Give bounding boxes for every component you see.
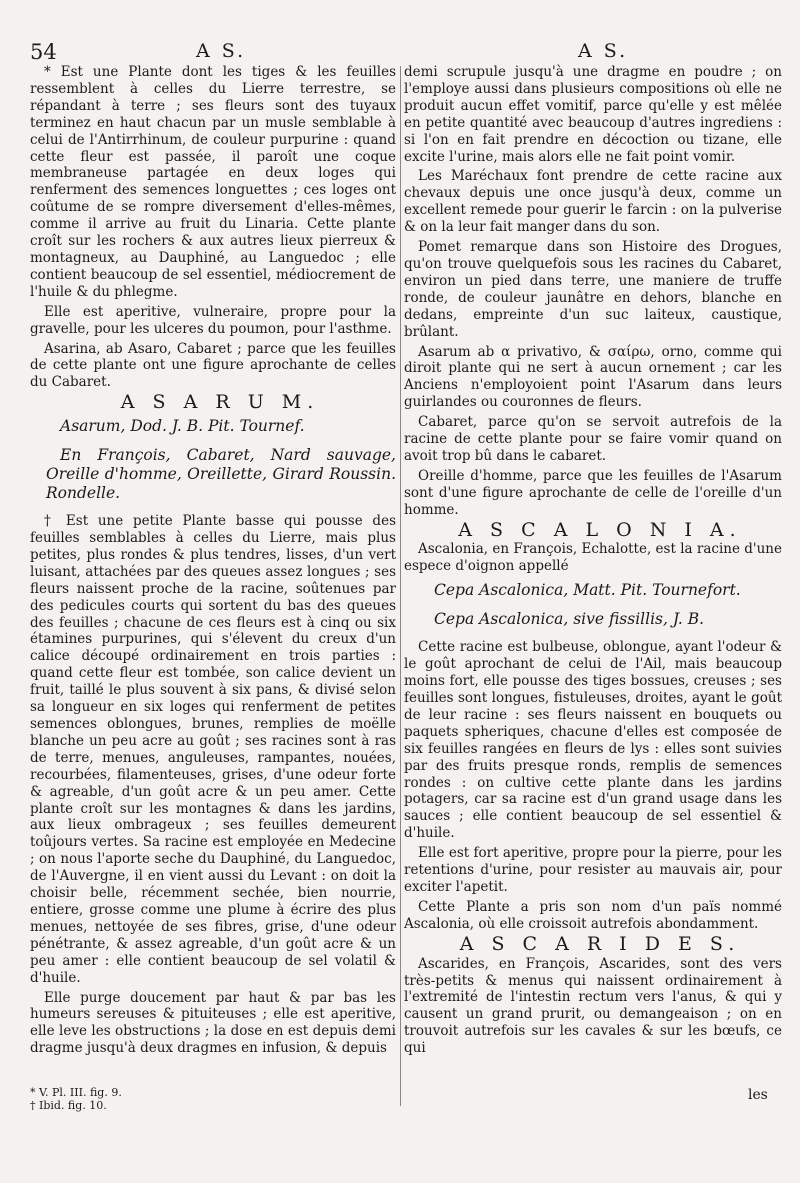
paragraph: Asarum ab α privativo, & σαίρω, orno, comme qui diroit plante qui ne sert à aucun ornement ; car les Anciens n'employoient point l'Asarum dans leurs guirlandes ou couronnes de fleurs. bbox=[404, 343, 782, 411]
synonym-line: Asarum, Dod. J. B. Pit. Tournef. bbox=[60, 417, 305, 436]
paragraph: * Est une Plante dont les tiges & les feuilles ressemblent à celles du Lierre terrestre, se répandant à terre ; ses fleurs sont des tuyaux terminez en haut chacun par un musle semblable à celui de l'Antirrhinum, de couleur purpurine : quand cette fleur est passée, il paroît une coque membraneuse partagée en deux loges qui renferment des semences longuettes ; ces loges ont coûtume de se rompre diversement d'elles-mêmes, comme il arrive au fruit du Linaria. Cette plante croît sur les rochers & aux autres lieux pierreux & montagneux, au Dauphiné, au Languedoc ; elle contient beaucoup de sel essentiel, médiocrement de l'huile & du phlegme. bbox=[30, 64, 396, 300]
entry-heading-asarum: A S A R U M. bbox=[120, 391, 320, 414]
footnotes bbox=[30, 1086, 122, 1112]
paragraph: demi scrupule jusqu'à une dragme en poudre ; on l'employe aussi dans plusieurs compositions où elle ne produit aucun effet vomitif, parce qu'elle y est mêlée en petite quantité avec beaucoup d'autres ingrediens : si l'on en fait prendre en décoction ou tizane, elle excite l'urine, mais alors elle ne fait point vomir. bbox=[404, 64, 782, 165]
synonym-line: Cepa Ascalonica, sive fissillis, J. B. bbox=[434, 610, 705, 629]
column-divider bbox=[400, 66, 401, 1106]
page-number: 54 bbox=[30, 40, 57, 64]
footnote: * V. Pl. III. fig. 9. bbox=[30, 1086, 122, 1099]
paragraph: Elle purge doucement par haut & par bas les humeurs sereuses & pituiteuses ; elle est aperitive, elle leve les obstructions ; la dose en est depuis demi dragme jusqu'à deux dragmes en infusion, & depuis bbox=[30, 989, 396, 1057]
right-column bbox=[404, 64, 782, 1060]
paragraph: Pomet remarque dans son Histoire des Drogues, qu'on trouve quelquefois sous les racines du Cabaret, environ un pied dans terre, une maniere de truffe ronde, de couleur jaunâtre en dehors, blanche en dedans, empreinte d'un suc laiteux, caustique, brûlant. bbox=[404, 239, 782, 340]
synonym-line: Cepa Ascalonica, Matt. Pit. Tournefort. bbox=[434, 581, 741, 600]
entry-heading-ascarides: A S C A R I D E S. bbox=[459, 932, 741, 955]
paragraph: Ascalonia, en François, Echalotte, est la racine d'une espece d'oignon appellé bbox=[404, 541, 782, 575]
paragraph: Cette Plante a pris son nom d'un païs nommé Ascalonia, où elle croissoit autrefois abondamment. bbox=[404, 898, 782, 932]
paragraph: Oreille d'homme, parce que les feuilles de l'Asarum sont d'une figure aprochante de celle de l'oreille d'un homme. bbox=[404, 467, 782, 518]
paragraph: Ascarides, en François, Ascarides, sont des vers très-petits & menus qui naissent ordinairement à l'extremité de l'intestin rectum vers l'anus, & qui y causent un grand prurit, ou demangeaison ; on en trouvoit autrefois sur les cavales & sur les bœufs, ce qui bbox=[404, 955, 782, 1057]
footnote: † Ibid. fig. 10. bbox=[30, 1099, 107, 1112]
catchword: les bbox=[748, 1087, 768, 1103]
paragraph: Elle est aperitive, vulneraire, propre pour la gravelle, pour les ulceres du poumon, pour l'asthme. bbox=[30, 303, 396, 337]
left-running-head: A S. bbox=[196, 40, 247, 62]
paragraph: Asarina, ab Asaro, Cabaret ; parce que les feuilles de cette plante ont une figure aprochante de celles du Cabaret. bbox=[30, 340, 396, 391]
paragraph: Les Maréchaux font prendre de cette racine aux chevaux depuis une once jusqu'à deux, comme un excellent remede pour guerir le farcin : on la pulverise & on la leur fait manger dans du son. bbox=[404, 168, 782, 236]
paragraph: Cette racine est bulbeuse, oblongue, ayant l'odeur & le goût aprochant de celui de l'Ail, mais beaucoup moins fort, elle pousse des tiges bossues, creuses ; ses feuilles sont longues, fistuleuses, droites, ayant le goût de leur racine : ses fleurs naissent en bouquets ou paquets spheriques, chacune d'elles est composée de six feuilles rangées en fleurs de lys : elles sont suivies par des fruits presque ronds, remplis de semences rondes : on cultive cette plante dans les jardins potagers, car sa racine est d'un grand usage dans les sauces ; elle contient beaucoup de sel essentiel & d'huile. bbox=[404, 639, 782, 842]
french-names: En François, Cabaret, Nard sauvage, Oreille d'homme, Oreillette, Girard Roussin. Rondelle. bbox=[46, 446, 396, 503]
paragraph: Elle est fort aperitive, propre pour la pierre, pour les retentions d'urine, pour resister au mauvais air, pour exciter l'apetit. bbox=[404, 845, 782, 895]
entry-heading-ascalonia: A S C A L O N I A. bbox=[458, 518, 742, 541]
right-running-head: A S. bbox=[578, 40, 629, 62]
left-column bbox=[30, 64, 396, 1060]
paragraph: † Est une petite Plante basse qui pousse des feuilles semblables à celles du Lierre, mais plus petites, plus rondes & plus tendres, lisses, d'un vert luisant, attachées par des queues assez longues ; ses fleurs naissent proche de la racine, soûtenues par des pedicules courts qui sortent du bas des queues des feuilles ; chacune de ces fleurs est à cinq ou six étamines purpurines, qui s'élevent du creux d'un calice découpé ordinairement en trois parties : quand cette fleur est tombée, son calice devient un fruit, taillé le plus souvent à six pans, & divisé selon sa longueur en six loges qui renferment de petites semences oblongues, brunes, remplies de moëlle blanche un peu acre au goût ; ses racines sont à ras de terre, menues, anguleuses, rampantes, nouées, recourbées, filamenteuses, grises, d'une odeur forte & agreable, d'un goût acre & un peu amer. Cette plante croît sur les montagnes & dans les jardins, aux lieux ombrageux ; ses feuilles demeurent toûjours vertes. Sa racine est employée en Medecine ; on nous l'aporte seche du Dauphiné, du Languedoc, de l'Auvergne, il en vient aussi du Levant : on doit la choisir belle, récemment sechée, bien nourrie, entiere, grosse comme une plume à écrire des plus menues, nettoyée de ses fibres, grise, d'une odeur pénétrante, & assez agreable, d'un goût acre & un peu amer : elle contient beaucoup de sel volatil & d'huile. bbox=[30, 513, 396, 986]
paragraph: Cabaret, parce qu'on se servoit autrefois de la racine de cette plante pour se faire vomir quand on avoit trop bû dans le cabaret. bbox=[404, 414, 782, 464]
